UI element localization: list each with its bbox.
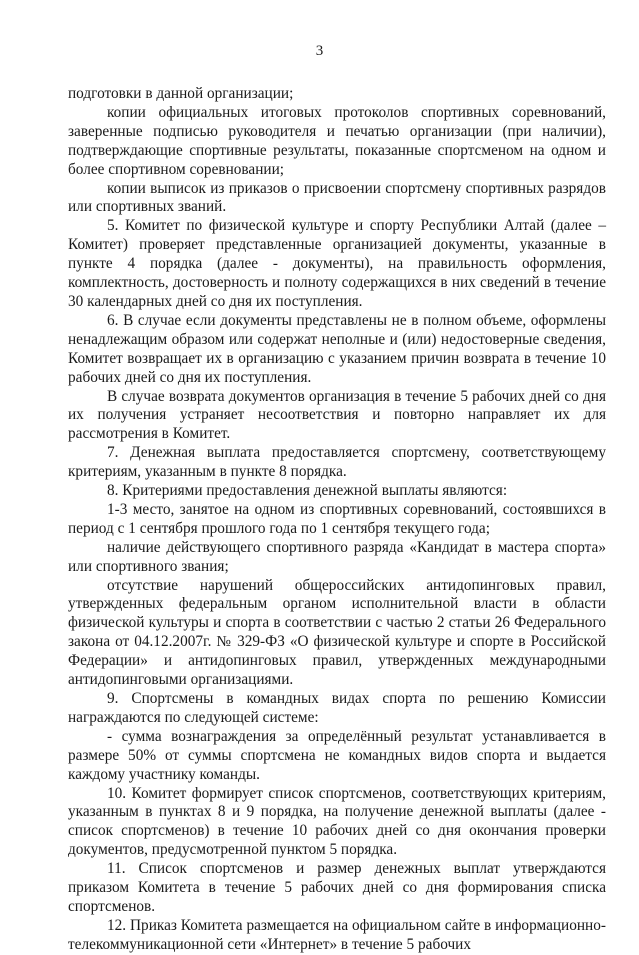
paragraph: В случае возврата документов организация в течение 5 рабочих дней со дня их получения устраняет несоответствия и повторно направляет их для рассмотрения в Комитет. — [68, 387, 606, 443]
paragraph: 6. В случае если документы представлены не в полном объеме, оформлены ненадлежащим образом или содержат неполные и (или) недостоверные сведения, Комитет возвращает их в организацию с указанием причин возврата в течение 10 рабочих дней со дня их поступления. — [68, 311, 606, 386]
paragraph: 1-3 место, занятое на одном из спортивных соревнований, состоявшихся в период с 1 сентября прошлого года по 1 сентября текущего года; — [68, 500, 606, 537]
paragraph: 5. Комитет по физической культуре и спорту Республики Алтай (далее – Комитет) проверяет представленные организацией документы, указанные в пункте 4 порядка (далее - документы), на правильность оформления, комплектность, достоверность и полноту содержащихся в них сведений в течение 30 календарных дней со дня их поступления. — [68, 217, 606, 310]
paragraph: 12. Приказ Комитета размещается на официальном сайте в информационно-телекоммуникационной сети «Интернет» в течение 5 рабочих — [68, 916, 606, 953]
paragraph: копии выписок из приказов о присвоении спортсмену спортивных разрядов или спортивных званий. — [68, 179, 606, 216]
paragraph: копии официальных итоговых протоколов спортивных соревнований, заверенные подписью руководителя и печатью организации (при наличии), подтверждающие спортивные результаты, показанные спортсменом на одном и более спортивном соревновании; — [68, 103, 606, 178]
paragraph: - сумма вознаграждения за определённый результат устанавливается в размере 50% от суммы спортсмена не командных видов спорта и выдается каждому участнику команды. — [68, 727, 606, 783]
paragraph: 11. Список спортсменов и размер денежных выплат утверждаются приказом Комитета в течение 5 рабочих дней со дня формирования списка спортсменов. — [68, 860, 606, 915]
page-number: 3 — [315, 43, 324, 59]
paragraph: наличие действующего спортивного разряда «Кандидат в мастера спорта» или спортивного звания; — [68, 538, 606, 575]
paragraph: подготовки в данной организации; — [68, 85, 294, 102]
paragraph: 10. Комитет формирует список спортсменов, соответствующих критериям, указанным в пунктах 8 и 9 порядка, на получение денежной выплаты (далее - список спортсменов) в течение 10 рабочих дней со дня окончания проверки документов, предусмотренной пунктом 5 порядка. — [68, 784, 606, 859]
paragraph: 9. Спортсмены в командных видах спорта по решению Комиссии награждаются по следующей системе: — [68, 690, 606, 726]
paragraph: отсутствие нарушений общероссийских антидопинговых правил, утвержденных федеральным органом исполнительной власти в области физической культуры и спорта в соответствии с частью 2 статьи 26 Федерального закона от 04.12.2007г. № 329-ФЗ «О физической культуре и спорте в Российской Федерации» и антидопинговых правил, утвержденных международными антидопинговыми организациями. — [68, 576, 606, 689]
paragraph: 7. Денежная выплата предоставляется спортсмену, соответствующему критериям, указанным в пункте 8 порядка. — [68, 444, 606, 481]
paragraph: 8. Критериями предоставления денежной выплаты являются: — [107, 482, 508, 500]
document-body — [68, 85, 606, 955]
